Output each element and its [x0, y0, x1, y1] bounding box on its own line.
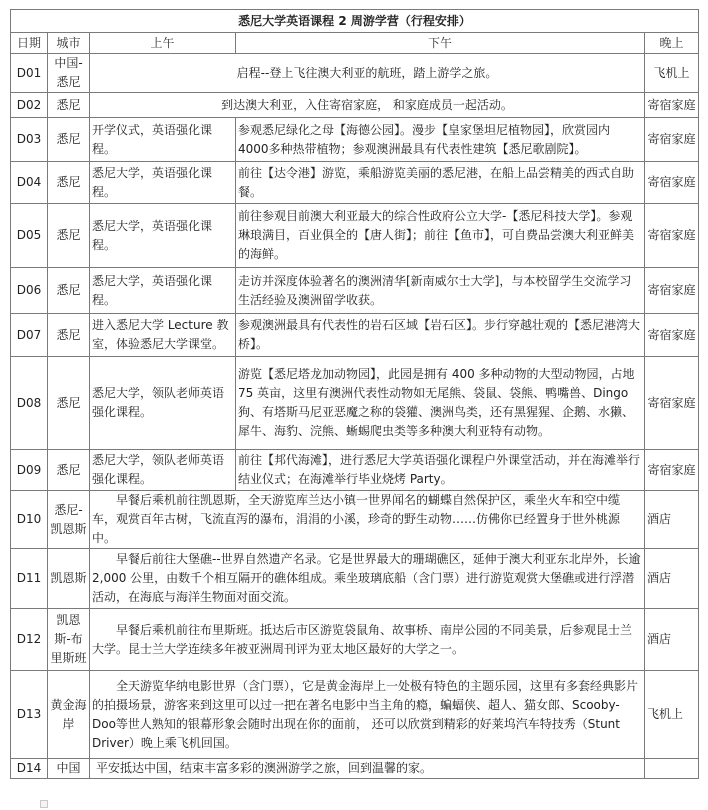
afternoon-cell: 游览【悉尼塔龙加动物园】，此园是拥有 400 多种动物的大型动物园，占地75 英亩，这里有澳洲代表性动物如无尾熊、袋鼠、袋熊、鸭嘴兽、Dingo 狗、有塔斯马尼亚恶魔之称的袋獾、澳洲鸟类，还有黑猩猩、企鹅、水獭、犀牛、海豹、浣熊、蜥蜴爬虫类等多种澳大利亚特有动物。	[236, 357, 645, 450]
itinerary-table	[10, 9, 699, 779]
day-cell: D05	[11, 204, 48, 268]
afternoon-cell: 走访并深度体验著名的澳洲清华[新南威尔士大学]，与本校留学生交流学习生活经验及澳洲留学收获。	[236, 268, 645, 314]
morning-cell: 悉尼大学，领队老师英语强化课程。	[90, 357, 236, 450]
city-cell: 凯恩斯	[48, 549, 90, 609]
morning-cell: 悉尼大学，英语强化课程。	[90, 204, 236, 268]
table-row	[11, 204, 699, 268]
city-cell: 中国-悉尼	[48, 54, 90, 93]
day-cell: D07	[11, 314, 48, 357]
night-cell: 寄宿家庭	[645, 314, 699, 357]
table-row	[11, 759, 699, 779]
morning-cell: 悉尼大学，领队老师英语强化课程。	[90, 450, 236, 491]
morning-cell: 开学仪式，英语强化课程。	[90, 118, 236, 162]
activity-cell: 早餐后前往大堡礁--世界自然遗产名录。它是世界最大的珊瑚礁区，延伸于澳大利亚东北岸外，长逾 2,000 公里，由数千个相互隔开的礁体组成。乘坐玻璃底船（含门票）进行游览观赏大堡礁或进行浮潜活动，在海底与海洋生物面对面交流。	[90, 549, 645, 609]
afternoon-cell: 前往【达令港】游览，乘船游览美丽的悉尼港，在船上品尝精美的西式自助餐。	[236, 162, 645, 204]
activity-cell: 到达澳大利亚，入住寄宿家庭， 和家庭成员一起活动。	[90, 93, 645, 118]
table-row	[11, 671, 699, 759]
city-cell: 悉尼-凯恩斯	[48, 491, 90, 549]
night-cell: 寄宿家庭	[645, 204, 699, 268]
morning-cell: 进入悉尼大学 Lecture 教室，体验悉尼大学课堂。	[90, 314, 236, 357]
city-cell: 凯恩斯-布里斯班	[48, 609, 90, 671]
city-cell: 悉尼	[48, 450, 90, 491]
night-cell: 寄宿家庭	[645, 93, 699, 118]
table-row	[11, 314, 699, 357]
night-cell: 寄宿家庭	[645, 357, 699, 450]
table-row	[11, 609, 699, 671]
day-cell: D12	[11, 609, 48, 671]
day-cell: D09	[11, 450, 48, 491]
header-day: 日期	[11, 33, 48, 54]
afternoon-cell: 前往【邦代海滩】，进行悉尼大学英语强化课程户外课堂活动，并在海滩举行结业仪式；在海滩举行毕业烧烤 Party。	[236, 450, 645, 491]
night-cell: 酒店	[645, 609, 699, 671]
night-cell: 寄宿家庭	[645, 162, 699, 204]
activity-cell: 启程--登上飞往澳大利亚的航班，踏上游学之旅。	[90, 54, 645, 93]
table-row	[11, 118, 699, 162]
afternoon-cell: 前往参观目前澳大利亚最大的综合性政府公立大学-【悉尼科技大学】。参观琳琅满目，百业俱全的【唐人街】；前往【鱼市】，可自费品尝澳大利亚鲜美的海鲜。	[236, 204, 645, 268]
night-cell: 飞机上	[645, 54, 699, 93]
city-cell: 悉尼	[48, 118, 90, 162]
city-cell: 中国	[48, 759, 90, 779]
night-cell: 飞机上	[645, 671, 699, 759]
night-cell: 酒店	[645, 549, 699, 609]
activity-cell: 早餐后乘机前往凯恩斯，全天游览库兰达小镇一世界闻名的蝴蝶自然保护区，乘坐火车和空中缆车，观赏百年古树，飞流直泻的瀑布，涓涓的小溪，珍奇的野生动物……仿佛你已经置身于世外桃源中。	[90, 491, 645, 549]
table-row	[11, 549, 699, 609]
city-cell: 悉尼	[48, 357, 90, 450]
day-cell: D01	[11, 54, 48, 93]
header-pm: 下午	[236, 33, 645, 54]
table-row	[11, 93, 699, 118]
table-resize-handle[interactable]	[40, 800, 48, 808]
day-cell: D10	[11, 491, 48, 549]
city-cell: 悉尼	[48, 314, 90, 357]
city-cell: 黄金海岸	[48, 671, 90, 759]
header-night: 晚上	[645, 33, 699, 54]
night-cell: 寄宿家庭	[645, 268, 699, 314]
day-cell: D06	[11, 268, 48, 314]
night-cell: 寄宿家庭	[645, 118, 699, 162]
day-cell: D02	[11, 93, 48, 118]
night-cell: 酒店	[645, 491, 699, 549]
table-row	[11, 491, 699, 549]
table-title: 悉尼大学英语课程 2 周游学营（行程安排）	[11, 10, 699, 33]
city-cell: 悉尼	[48, 162, 90, 204]
day-cell: D03	[11, 118, 48, 162]
afternoon-cell: 参观悉尼绿化之母【海德公园】。漫步【皇家堡坦尼植物园】，欣赏园内 4000多种热带植物；参观澳洲最具有代表性建筑【悉尼歌剧院】。	[236, 118, 645, 162]
table-row	[11, 268, 699, 314]
day-cell: D13	[11, 671, 48, 759]
activity-cell: 平安抵达中国，结束丰富多彩的澳洲游学之旅，回到温馨的家。	[90, 759, 645, 779]
table-row	[11, 450, 699, 491]
activity-cell: 早餐后乘机前往布里斯班。抵达后市区游览袋鼠角、故事桥、南岸公园的不同美景，后参观昆士兰大学。昆士兰大学连续多年被亚洲周刊评为亚太地区最好的大学之一。	[90, 609, 645, 671]
morning-cell: 悉尼大学，英语强化课程。	[90, 162, 236, 204]
table-row	[11, 162, 699, 204]
activity-cell: 全天游览华纳电影世界（含门票），它是黄金海岸上一处极有特色的主题乐园，这里有多套经典影片的拍摄场景，游客来到这里可以过一把在著名电影中当主角的瘾，蝙蝠侠、超人、猫女郎、Scooby-Doo等世人熟知的银幕形象会随时出现在你的面前， 还可以欣赏到精彩的好莱坞汽车特技秀（Stunt Driver）晚上乘飞机回国。	[90, 671, 645, 759]
morning-cell: 悉尼大学，英语强化课程。	[90, 268, 236, 314]
night-cell: 寄宿家庭	[645, 450, 699, 491]
table-row	[11, 357, 699, 450]
day-cell: D04	[11, 162, 48, 204]
day-cell: D11	[11, 549, 48, 609]
city-cell: 悉尼	[48, 93, 90, 118]
header-am: 上午	[90, 33, 236, 54]
header-city: 城市	[48, 33, 90, 54]
city-cell: 悉尼	[48, 204, 90, 268]
city-cell: 悉尼	[48, 268, 90, 314]
table-row	[11, 54, 699, 93]
afternoon-cell: 参观澳洲最具有代表性的岩石区域【岩石区】。步行穿越壮观的【悉尼港湾大桥】。	[236, 314, 645, 357]
day-cell: D08	[11, 357, 48, 450]
day-cell: D14	[11, 759, 48, 779]
night-cell	[645, 759, 699, 779]
